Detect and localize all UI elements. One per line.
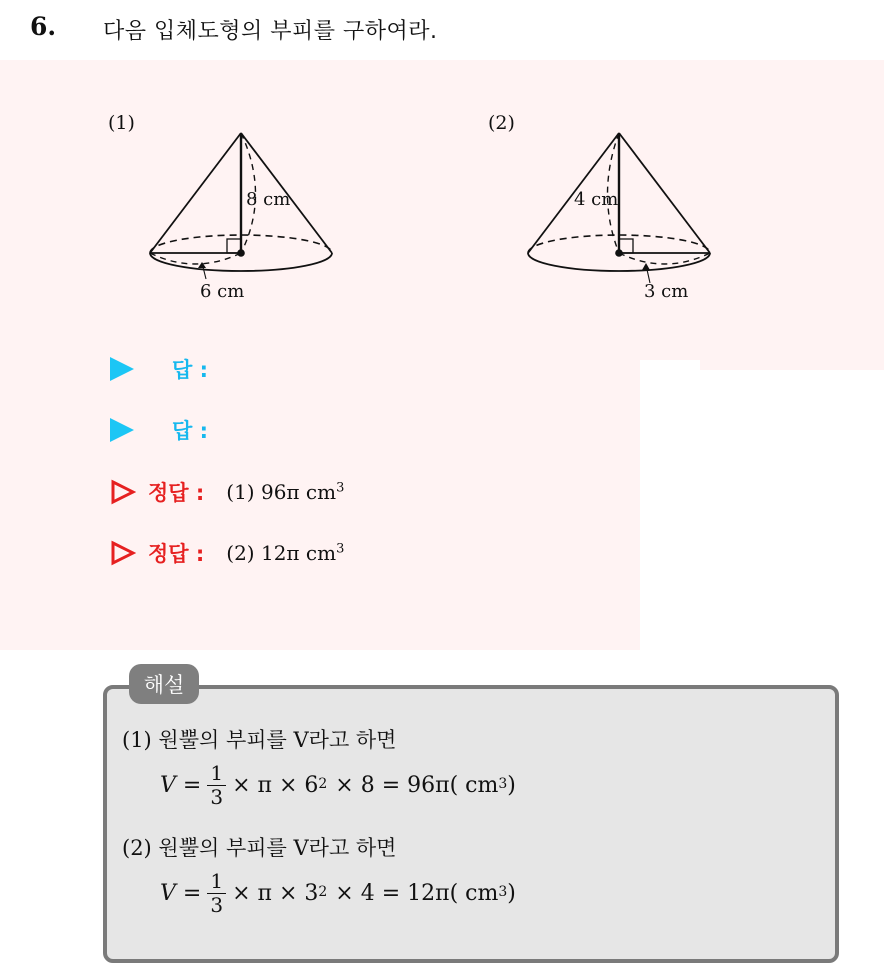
figure-1-label: (1) [108,112,135,134]
radius-label: 6 cm [200,281,245,302]
outline-triangle-icon [110,540,136,566]
center-point [615,249,623,257]
cone-figure-2 [520,125,730,310]
solution-equation-1: V = $\frac{1}{3}$ × π × 6 $^2$ × 8 = 96π( cm $^3$ ) [160,761,516,809]
radius-leader-arrow [642,263,650,270]
correct-answer-row [110,476,344,508]
figure-2-label: (2) [488,112,515,134]
solution-equation-2: V = $\frac{1}{3}$ × π × 3 $^2$ × 4 = 12π( cm $^3$ ) [160,869,516,917]
correct-answer-label: 정답 : [148,481,205,505]
outline-triangle-icon [110,479,136,505]
solution-tab: 해설 [129,664,199,704]
play-triangle-icon [110,418,134,442]
solution-intro-1: (1) 원뿔의 부피를 V라고 하면 [122,728,397,752]
cone-figure-1 [140,125,350,310]
correct-answer-value: (2) 12π $cm^3$ [226,541,345,565]
solution-intro-2: (2) 원뿔의 부피를 V라고 하면 [122,836,397,860]
correct-answer-row [110,537,344,569]
fraction: $\frac{1}{3}$ [207,870,226,917]
fraction: $\frac{1}{3}$ [207,762,226,809]
question-text: 다음 입체도형의 부피를 구하여라. [103,19,438,44]
slant-left [150,133,241,253]
height-label: 4 cm [574,189,619,210]
correct-answer-label: 정답 : [148,542,205,566]
answer-label: 답 : [172,419,208,443]
play-triangle-icon [110,357,134,381]
radius-label: 3 cm [644,281,689,302]
correct-answer-value: (1) 96π $cm^3$ [226,480,345,504]
answer-label: 답 : [172,358,208,382]
answer-row[interactable] [110,414,208,446]
center-point [237,249,245,257]
question-number: 6. [30,12,57,41]
answer-row[interactable] [110,353,208,385]
height-label: 8 cm [246,189,291,210]
